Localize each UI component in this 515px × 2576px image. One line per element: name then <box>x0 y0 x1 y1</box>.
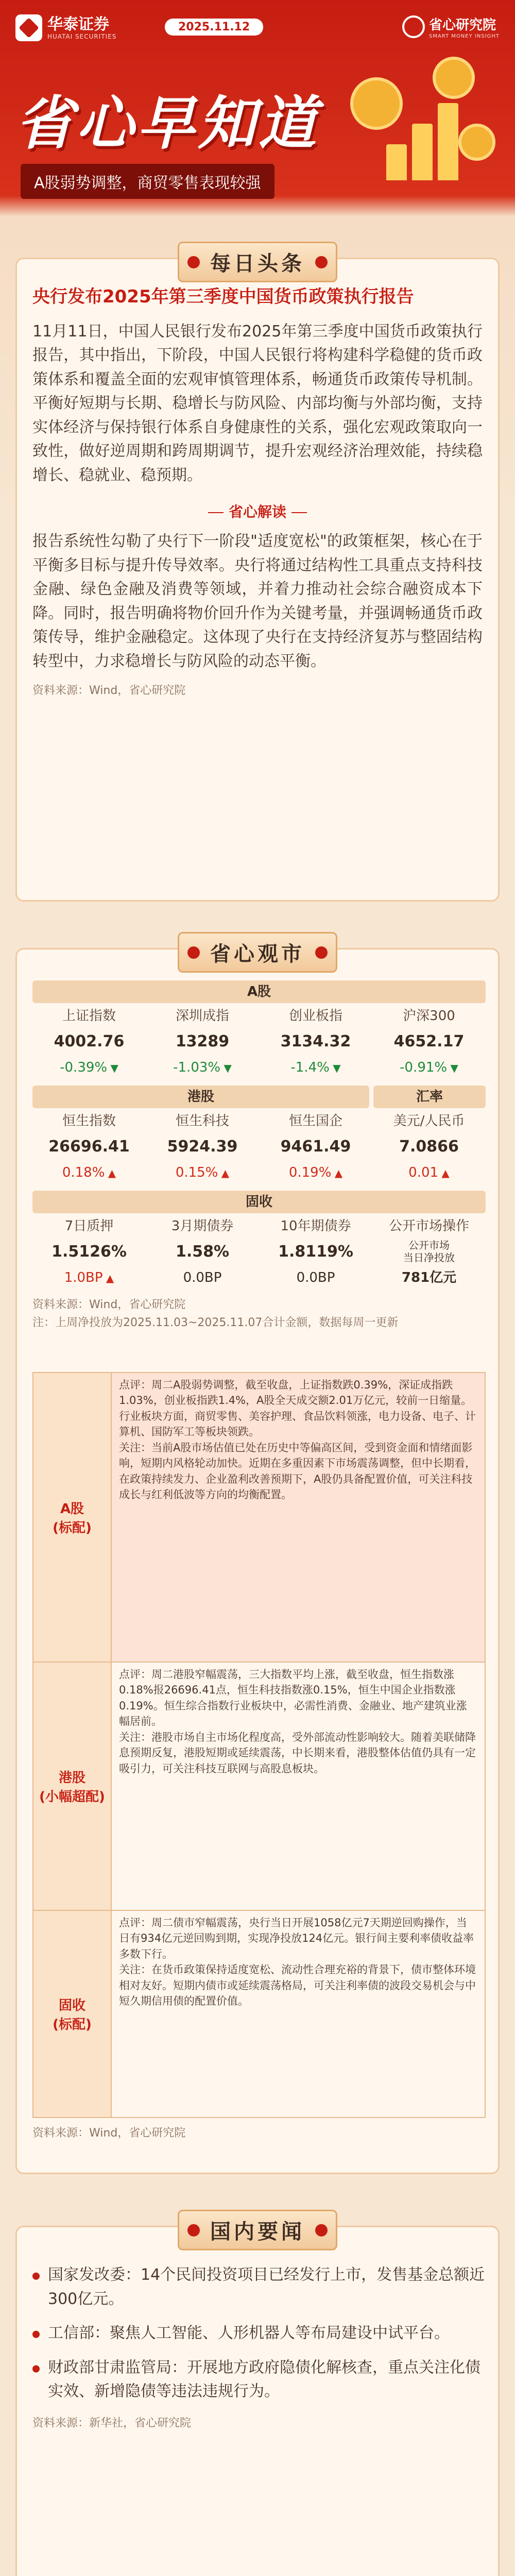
focus-content: 点评：周二港股窄幅震荡，三大指数平均上涨，截至收盘，恒生指数涨0.18%报26696.41点，恒生科技指数涨0.15%，恒生中国企业指数涨0.19%。恒生综合指数行业板块中，必需性消费、金融业、地产建筑业涨幅居前。 关注：港股市场自主市场化程度高，受外部流动性影响较大。随着美联储降息预期反复，港股短期或延续震荡，中长期来看，港股整体估值仍具有一定吸引力，可关注科技互联网与高股息板块。 <box>119 1668 476 1775</box>
focus-row-bond <box>33 1911 485 2117</box>
market-card <box>15 942 500 2174</box>
news-item: 国家发改委：14个民间投资项目已经发行上市，发售基金总额近300亿元。 <box>32 2263 486 2311</box>
index-change: 0.19% ▲ <box>259 1160 372 1185</box>
bond-label: 10年期债券 <box>280 1218 351 1234</box>
brand2-logo-icon <box>402 15 425 38</box>
focus-table <box>32 1372 486 2118</box>
headline-source: 资料来源：Wind，省心研究院 <box>32 684 186 698</box>
index-change: 0.18% ▲ <box>32 1160 146 1185</box>
date-badge: 2025.11.12 <box>165 19 263 36</box>
index-value: 13289 <box>175 1032 230 1050</box>
bond-values <box>32 1239 486 1265</box>
brand2-en: SMART MONEY INSIGHT <box>428 33 500 39</box>
news-item: 工信部：聚焦人工智能、人形机器人等布局建设中试平台。 <box>32 2321 486 2346</box>
fx-header: 汇率 <box>373 1086 486 1108</box>
domestic-news-list <box>32 2263 486 2430</box>
fx-label: 美元/人民币 <box>393 1113 465 1129</box>
bond-change: 0.0BP <box>296 1270 335 1285</box>
market-table <box>32 980 486 1330</box>
brand2-logo <box>402 14 500 39</box>
index-change: -0.39% ▼ <box>32 1055 146 1080</box>
section-title-market: 省心观市 <box>178 932 337 973</box>
bond-label: 公开市场操作 <box>388 1218 469 1234</box>
domestic-news-card <box>15 2220 500 2576</box>
a-share-values <box>32 1029 486 1055</box>
index-label: 恒生指数 <box>62 1113 116 1129</box>
coins-illustration-icon <box>340 57 505 191</box>
bond-change: 1.0BP ▲ <box>32 1265 146 1291</box>
focus-row-hk <box>33 1663 485 1911</box>
index-value: 3134.32 <box>280 1032 351 1050</box>
bond-value: 1.8119% <box>278 1243 353 1261</box>
a-share-header: A股 <box>32 980 486 1003</box>
interpretation-body: 报告系统性勾勒了央行下一阶段"适度宽松"的政策框架，核心在于平衡多目标与提升传导效率。央行将通过结构性工具重点支持科技金融、绿色金融及消费等领域，并着力推动社会综合融资成本下降。同时，报告明确将物价回升作为关键考量，并强调畅通货币政策传导，维护金融稳定。这体现了央行在支持经济复苏与整固结构转型中，力求稳增长与防风险的动态平衡。 <box>32 532 483 670</box>
market-note: 注：上周净投放为2025.11.03~2025.11.07合计金额，数据每周一更新 <box>32 1316 399 1329</box>
index-label: 上证指数 <box>62 1008 116 1024</box>
bond-label: 7日质押 <box>64 1218 114 1234</box>
bond-change: 781亿元 <box>401 1270 457 1285</box>
interpretation-title: 省心解读 <box>17 501 498 521</box>
index-value: 5924.39 <box>167 1138 238 1156</box>
bond-value: 1.58% <box>175 1243 230 1261</box>
focus-content: 点评：周二债市窄幅震荡，央行当日开展1058亿元7天期逆回购操作，当日有934亿元逆回购到期，实现净投放124亿元。银行间主要利率债收益率多数下行。 关注：在货币政策保持适度宽松、流动性合理充裕的背景下，债市整体环境相对友好。短期内债市或延续震荡格局，可关注利率债的波段交易机会与中短久期信用债的配置价值。 <box>119 1917 476 2008</box>
headline-text: 央行发布2025年第三季度中国货币政策执行报告 <box>32 286 414 307</box>
fx-value: 7.0866 <box>399 1138 459 1156</box>
index-change: -1.03% ▼ <box>146 1055 259 1080</box>
market-source: 资料来源：Wind，省心研究院 <box>32 1298 186 1311</box>
a-share-changes <box>32 1055 486 1080</box>
index-label: 深圳成指 <box>175 1008 229 1024</box>
focus-content: 点评：周二A股弱势调整，截至收盘，上证指数跌0.39%，深证成指跌1.03%，创业板指跌1.4%，A股全天成交额2.01万亿元，较前一日缩量。行业板块方面，商贸零售、美容护理、食品饮料领涨，电力设备、电子、计算机、国防军工等板块领跌。 关注：当前A股市场估值已处在历史中等偏高区间，受到资金面和情绪面影响，短期内风格轮动加快。近期在多重因素下市场震荡调整，但中长期看，在政策持续发力、企业盈利改善预期下，A股仍具备配置价值，可关注科技成长与红利低波等方向的均衡配置。 <box>112 1373 485 1662</box>
brand-logo <box>15 14 116 41</box>
focus-category: A股 (标配) <box>33 1373 112 1662</box>
focus-row-a-share <box>33 1373 485 1663</box>
focus-source: 资料来源：Wind，省心研究院 <box>32 2127 186 2140</box>
brand-logo-icon <box>15 14 42 41</box>
domestic-source: 资料来源：新华社，省心研究院 <box>32 2416 192 2430</box>
hk-fx-values <box>32 1134 486 1160</box>
index-change: 0.15% ▲ <box>146 1160 259 1185</box>
slogan-banner: A股弱势调整，商贸零售表现较强 <box>21 164 274 199</box>
index-label: 恒生科技 <box>175 1113 229 1129</box>
section-title-headline: 每日头条 <box>178 242 337 282</box>
index-label: 创业板指 <box>288 1008 342 1024</box>
hk-fx-changes <box>32 1160 486 1185</box>
focus-category: 固收 (标配) <box>33 1911 112 2117</box>
index-label: 恒生国企 <box>288 1113 342 1129</box>
brand-name: 华泰证券 <box>47 15 109 33</box>
news-item: 财政部甘肃监管局：开展地方政府隐债化解核查，重点关注化债实效、新增隐债等违法违规行为。 <box>32 2356 486 2404</box>
bond-value: 公开市场 当日净投放 <box>403 1239 455 1264</box>
index-value: 26696.41 <box>48 1138 130 1156</box>
bond-change: 0.0BP <box>183 1270 222 1285</box>
brand2-name: 省心研究院 <box>428 18 496 33</box>
header-banner <box>0 0 515 216</box>
index-change: -0.91% ▼ <box>372 1055 486 1080</box>
section-title-domestic: 国内要闻 <box>178 2210 337 2250</box>
bond-label: 3月期债券 <box>171 1218 234 1234</box>
index-change: -1.4% ▼ <box>259 1055 372 1080</box>
hk-header: 港股 <box>32 1086 369 1108</box>
headline-card <box>15 252 500 902</box>
hk-fx-labels <box>32 1108 486 1134</box>
bond-changes <box>32 1265 486 1291</box>
headline-body: 11月11日，中国人民银行发布2025年第三季度中国货币政策执行报告，其中指出，下阶段，中国人民银行将构建科学稳健的货币政策体系和覆盖全面的宏观审慎管理体系，畅通货币政策传导机制。平衡好短期与长期、稳增长与防风险、内部均衡与外部均衡，支持实体经济与保持银行体系自身健康性的关系，强化宏观政策取向一致性，做好逆周期和跨周期调节，提升宏观经济治理效能，持续稳增长、稳就业、稳预期。 <box>32 322 483 484</box>
brand-en: HUATAI SECURITIES <box>47 32 117 40</box>
a-share-labels <box>32 1003 486 1029</box>
page-title: 省心早知道 <box>15 90 319 157</box>
bond-value: 1.5126% <box>52 1243 127 1261</box>
hk-fx-headers <box>32 1086 486 1108</box>
bond-header: 固收 <box>32 1191 486 1213</box>
index-value: 4652.17 <box>393 1032 465 1050</box>
index-value: 9461.49 <box>280 1138 351 1156</box>
fx-change: 0.01 ▲ <box>372 1160 486 1185</box>
index-value: 4002.76 <box>54 1032 125 1050</box>
index-label: 沪深300 <box>403 1008 455 1024</box>
bond-labels <box>32 1213 486 1239</box>
focus-category: 港股 (小幅超配) <box>33 1663 112 1910</box>
